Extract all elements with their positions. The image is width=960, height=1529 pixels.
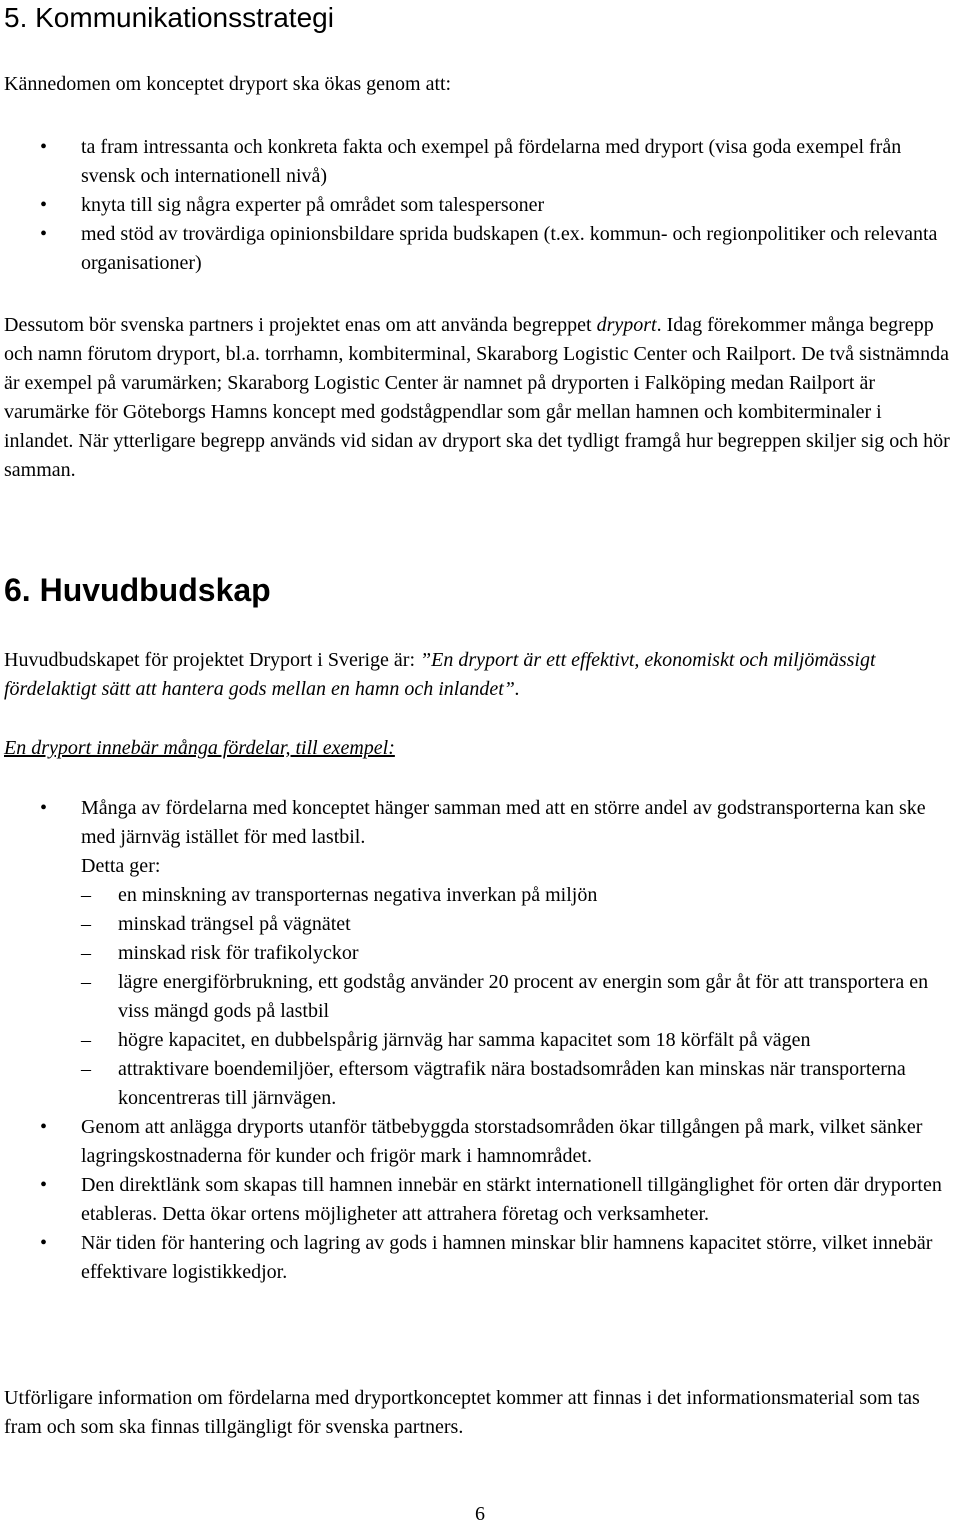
dash-item: – minskad risk för trafikolyckor: [81, 939, 960, 968]
section-5-intro: Kännedomen om konceptet dryport ska ökas genom att:: [4, 73, 452, 95]
benefits-bullet-list: [4, 794, 960, 1287]
list-item: • När tiden för hantering och lagring av gods i hamnen minskar blir hamnens kapacitet större, vilket innebär effektivare logistikkedjor.: [4, 1229, 960, 1287]
section-5-bullet-list: [4, 133, 954, 278]
list-item-text: Många av fördelarna med konceptet hänger samman med att en större andel av godstransporterna kan ske med järnväg istället för med lastbil.: [81, 797, 926, 848]
list-item: [4, 794, 960, 1113]
dash-item: – minskad trängsel på vägnätet: [81, 910, 960, 939]
dash-item: – attraktivare boendemiljöer, eftersom vägtrafik nära bostadsområden kan minskas när transporterna koncentreras till järnvägen.: [81, 1055, 960, 1113]
dash-item: – högre kapacitet, en dubbelspårig järnväg har samma kapacitet som 18 körfält på vägen: [81, 1026, 960, 1055]
section-5-heading: 5. Kommunikationsstrategi: [4, 2, 334, 33]
dash-item: – lägre energiförbrukning, ett godståg använder 20 procent av energin som går åt för att transportera en viss mängd gods på lastbil: [81, 968, 960, 1026]
list-item: • ta fram intressanta och konkreta fakta och exempel på fördelarna med dryport (visa goda exempel från svensk och internationell nivå): [4, 133, 954, 191]
list-item-subtext: Detta ger:: [81, 855, 161, 877]
section-6-heading: 6. Huvudbudskap: [4, 572, 271, 608]
paragraph-italic-term: dryport: [596, 314, 657, 336]
section-5-paragraph: [4, 311, 956, 485]
main-message: [4, 646, 956, 704]
list-item: • med stöd av trovärdiga opinionsbildare sprida budskapen (t.ex. kommun- och regionpolitiker och relevanta organisationer): [4, 220, 954, 278]
main-message-lead: Huvudbudskapet för projektet Dryport i Sverige är:: [4, 649, 421, 671]
main-message-quote: ”En dryport är ett effektivt, ekonomiskt och miljömässigt fördelaktigt sätt att hantera gods mellan en hamn och inlandet”.: [4, 649, 876, 700]
closing-paragraph: Utförligare information om fördelarna med dryportkonceptet kommer att finnas i det informationsmaterial som tas fram och som ska finnas tillgängligt för svenska partners.: [4, 1387, 920, 1438]
list-item: • Genom att anlägga dryports utanför tätbebyggda storstadsområden ökar tillgången på mark, vilket sänker lagringskostnaderna för kunder och frigör mark i hamnområdet.: [4, 1113, 960, 1171]
page-number: 6: [475, 1503, 485, 1525]
dash-item: – en minskning av transporternas negativa inverkan på miljön: [81, 881, 960, 910]
benefits-dash-list: [81, 881, 960, 1113]
paragraph-text-end: . Idag förekommer många begrepp och namn förutom dryport, bl.a. torrhamn, kombiterminal, Skaraborg Logistic Center och Railport. De två sistnämnda är exempel på varumärken; Skaraborg Logistic Center är namnet på dryporten i Falköping medan Railport är varumärke för Göteborgs Hamns koncept med godstågpendlar som går mellan hamnen och kombiterminaler i inlandet. När ytterligare begrepp används vid sidan av dryport ska det tydligt framgå hur begreppen skiljer sig och hör samman.: [4, 314, 950, 481]
list-item: • Den direktlänk som skapas till hamnen innebär en stärkt internationell tillgänglighet för orten där dryporten etableras. Detta ökar ortens möjligheter att attrahera företag och verksamheter.: [4, 1171, 960, 1229]
benefits-subheading-text: En dryport innebär många fördelar, till exempel:: [4, 737, 395, 759]
benefits-subheading: [4, 734, 956, 763]
paragraph-text-start: Dessutom bör svenska partners i projektet enas om att använda begreppet: [4, 314, 597, 336]
list-item: • knyta till sig några experter på området som talespersoner: [4, 191, 954, 220]
